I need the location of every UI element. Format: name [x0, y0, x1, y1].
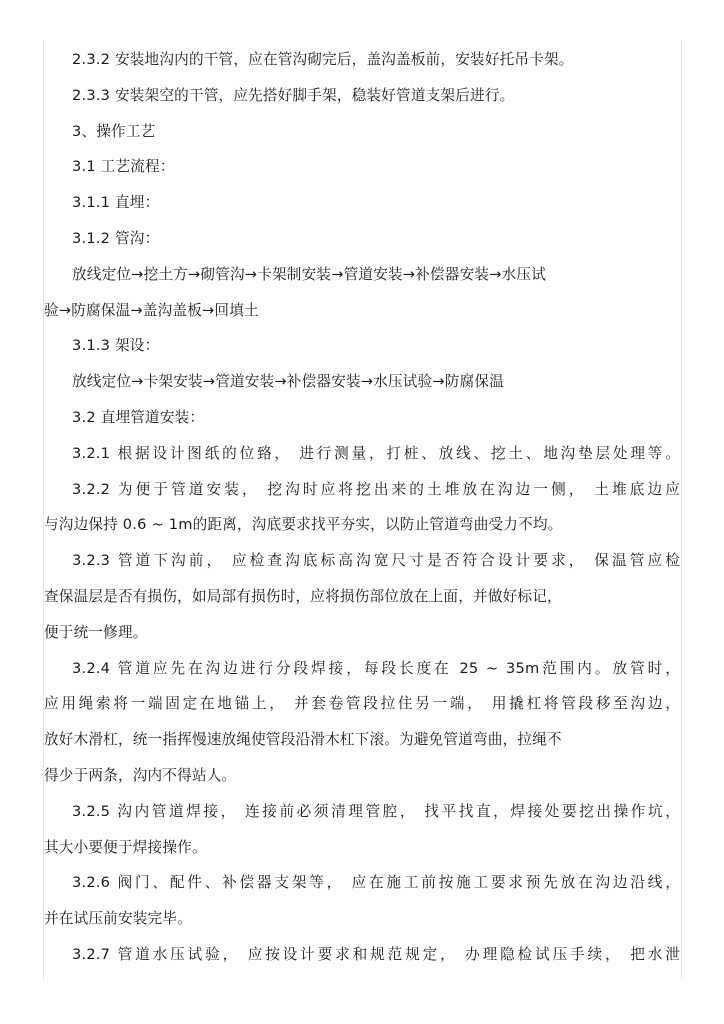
document-body — [44, 42, 680, 973]
text-line: 应用绳索将一端固定在地锚上， 并套卷管段拉住另一端， 用撬杠将管段移至沟边， — [44, 695, 680, 713]
text-line: 3.2.3 管道下沟前， 应检查沟底标高沟宽尺寸是否符合设计要求， 保温管应检 — [72, 552, 680, 570]
text-line: 3.2.4 管道应先在沟边进行分段焊接，每段长度在 25 ~ 35m范围内。放管时， — [72, 659, 680, 677]
text-line: 其大小要便于焊接操作。 — [44, 838, 207, 856]
text-line: 验→防腐保温→盖沟盖板→回填土 — [44, 301, 259, 319]
text-line: 3、操作工艺 — [72, 122, 156, 140]
text-line: 3.2.6 阀门、配件、补偿器支架等， 应在施工前按施工要求预先放在沟边沿线， — [72, 874, 680, 892]
text-line: 3.1.3 架设： — [72, 337, 160, 355]
text-line: 3.2.1 根据设计图纸的位臵， 进行测量，打桩、放线、挖土、地沟垫层处理等。 — [72, 444, 680, 462]
text-line: 3.1.1 直埋： — [72, 194, 160, 212]
right-margin-rule — [681, 40, 682, 980]
text-line: 3.1.2 管沟： — [72, 229, 160, 247]
text-line: 便于统一修理。 — [44, 623, 148, 641]
text-line: 2.3.3 安装架空的干管，应先搭好脚手架，稳装好管道支架后进行。 — [72, 86, 515, 104]
text-line: 得少于两条，沟内不得站人。 — [44, 766, 237, 784]
text-line: 3.2.2 为便于管道安装， 挖沟时应将挖出来的土堆放在沟边一侧， 土堆底边应 — [72, 480, 680, 498]
text-line: 查保温层是否有损伤，如局部有损伤时，应将损伤部位放在上面，并做好标记， — [44, 587, 562, 605]
text-line: 3.2.7 管道水压试验， 应按设计要求和规范规定， 办理隐检试压手续， 把水泄 — [72, 945, 680, 963]
text-line: 3.2 直埋管道安装： — [72, 408, 205, 426]
text-line: 并在试压前安装完毕。 — [44, 910, 192, 928]
text-line: 放线定位→卡架安装→管道安装→补偿器安装→水压试验→防腐保温 — [72, 373, 504, 391]
text-line: 放线定位→挖土方→砌管沟→卡架制安装→管道安装→补偿器安装→水压试 — [72, 265, 547, 283]
text-line: 3.2.5 沟内管道焊接， 连接前必须清理管腔， 找平找直，焊接处要挖出操作坑， — [72, 802, 680, 820]
text-line: 与沟边保持 0.6 ~ 1m的距离，沟底要求找平夯实，以防止管道弯曲受力不均。 — [44, 516, 563, 534]
text-line: 2.3.2 安装地沟内的干管，应在管沟砌完后，盖沟盖板前，安装好托吊卡架。 — [72, 51, 574, 68]
text-line: 3.1 工艺流程： — [72, 158, 175, 176]
text-line: 放好木滑杠，统一指挥慢速放绳使管段沿滑木杠下滚。为避免管道弯曲，拉绳不 — [44, 731, 562, 749]
